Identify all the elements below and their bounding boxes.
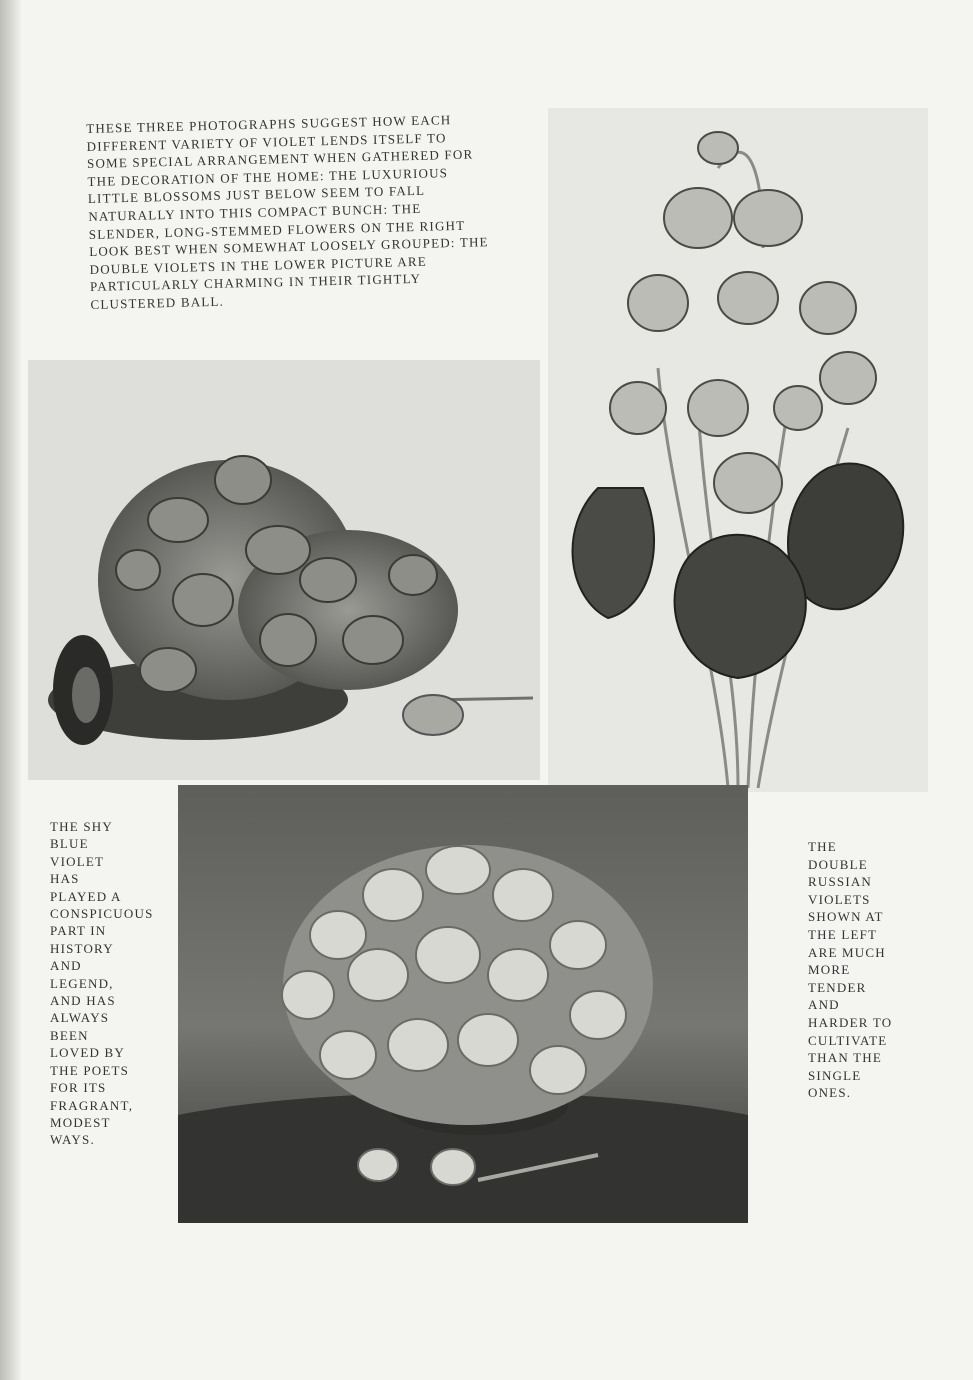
compact-bunch-illustration bbox=[28, 360, 540, 780]
double-violet-ball-photo bbox=[178, 785, 748, 1223]
long-stem-illustration bbox=[548, 108, 928, 792]
russian-violets-caption: THE DOUBLE RUSSIAN VIOLETS SHOWN AT THE LEFT ARE MUCH MORE TENDER AND HARDER TO CULTIVATE THAN THE SINGLE ONES. bbox=[808, 839, 893, 1101]
intro-caption: THESE THREE PHOTOGRAPHS SUGGEST HOW EACH DIFFERENT VARIETY OF VIOLET LENDS ITSELF TO SOME SPECIAL ARRANGEMENT WHEN GATHERED FOR THE DECORATION OF THE HOME: THE LUXURIOUS LITTLE BLOSSOMS JUST BELOW SEEM TO FALL NATURALLY INTO THIS COMPACT BUNCH: THE SLENDER, LONG-STEMMED FLOWERS ON THE RIGHT LOOK BEST WHEN SOMEWHAT LOOSELY GROUPED: THE DOUBLE VIOLETS IN THE LOWER PICTURE ARE PARTICULARLY CHARMING IN THEIR TIGHTLY CLUSTERED BALL. bbox=[86, 112, 489, 312]
double-violet-illustration bbox=[178, 785, 748, 1223]
page-gutter-shadow bbox=[0, 0, 22, 1380]
shy-blue-violet-caption: THE SHY BLUE VIOLET HAS PLAYED A CONSPICUOUS PART IN HISTORY AND LEGEND, AND HAS ALWAYS BEEN LOVED BY THE POETS FOR ITS FRAGRANT, MODEST WAYS. bbox=[50, 819, 154, 1148]
compact-violet-bunch-photo bbox=[28, 360, 540, 780]
long-stemmed-violets-photo bbox=[548, 108, 928, 792]
